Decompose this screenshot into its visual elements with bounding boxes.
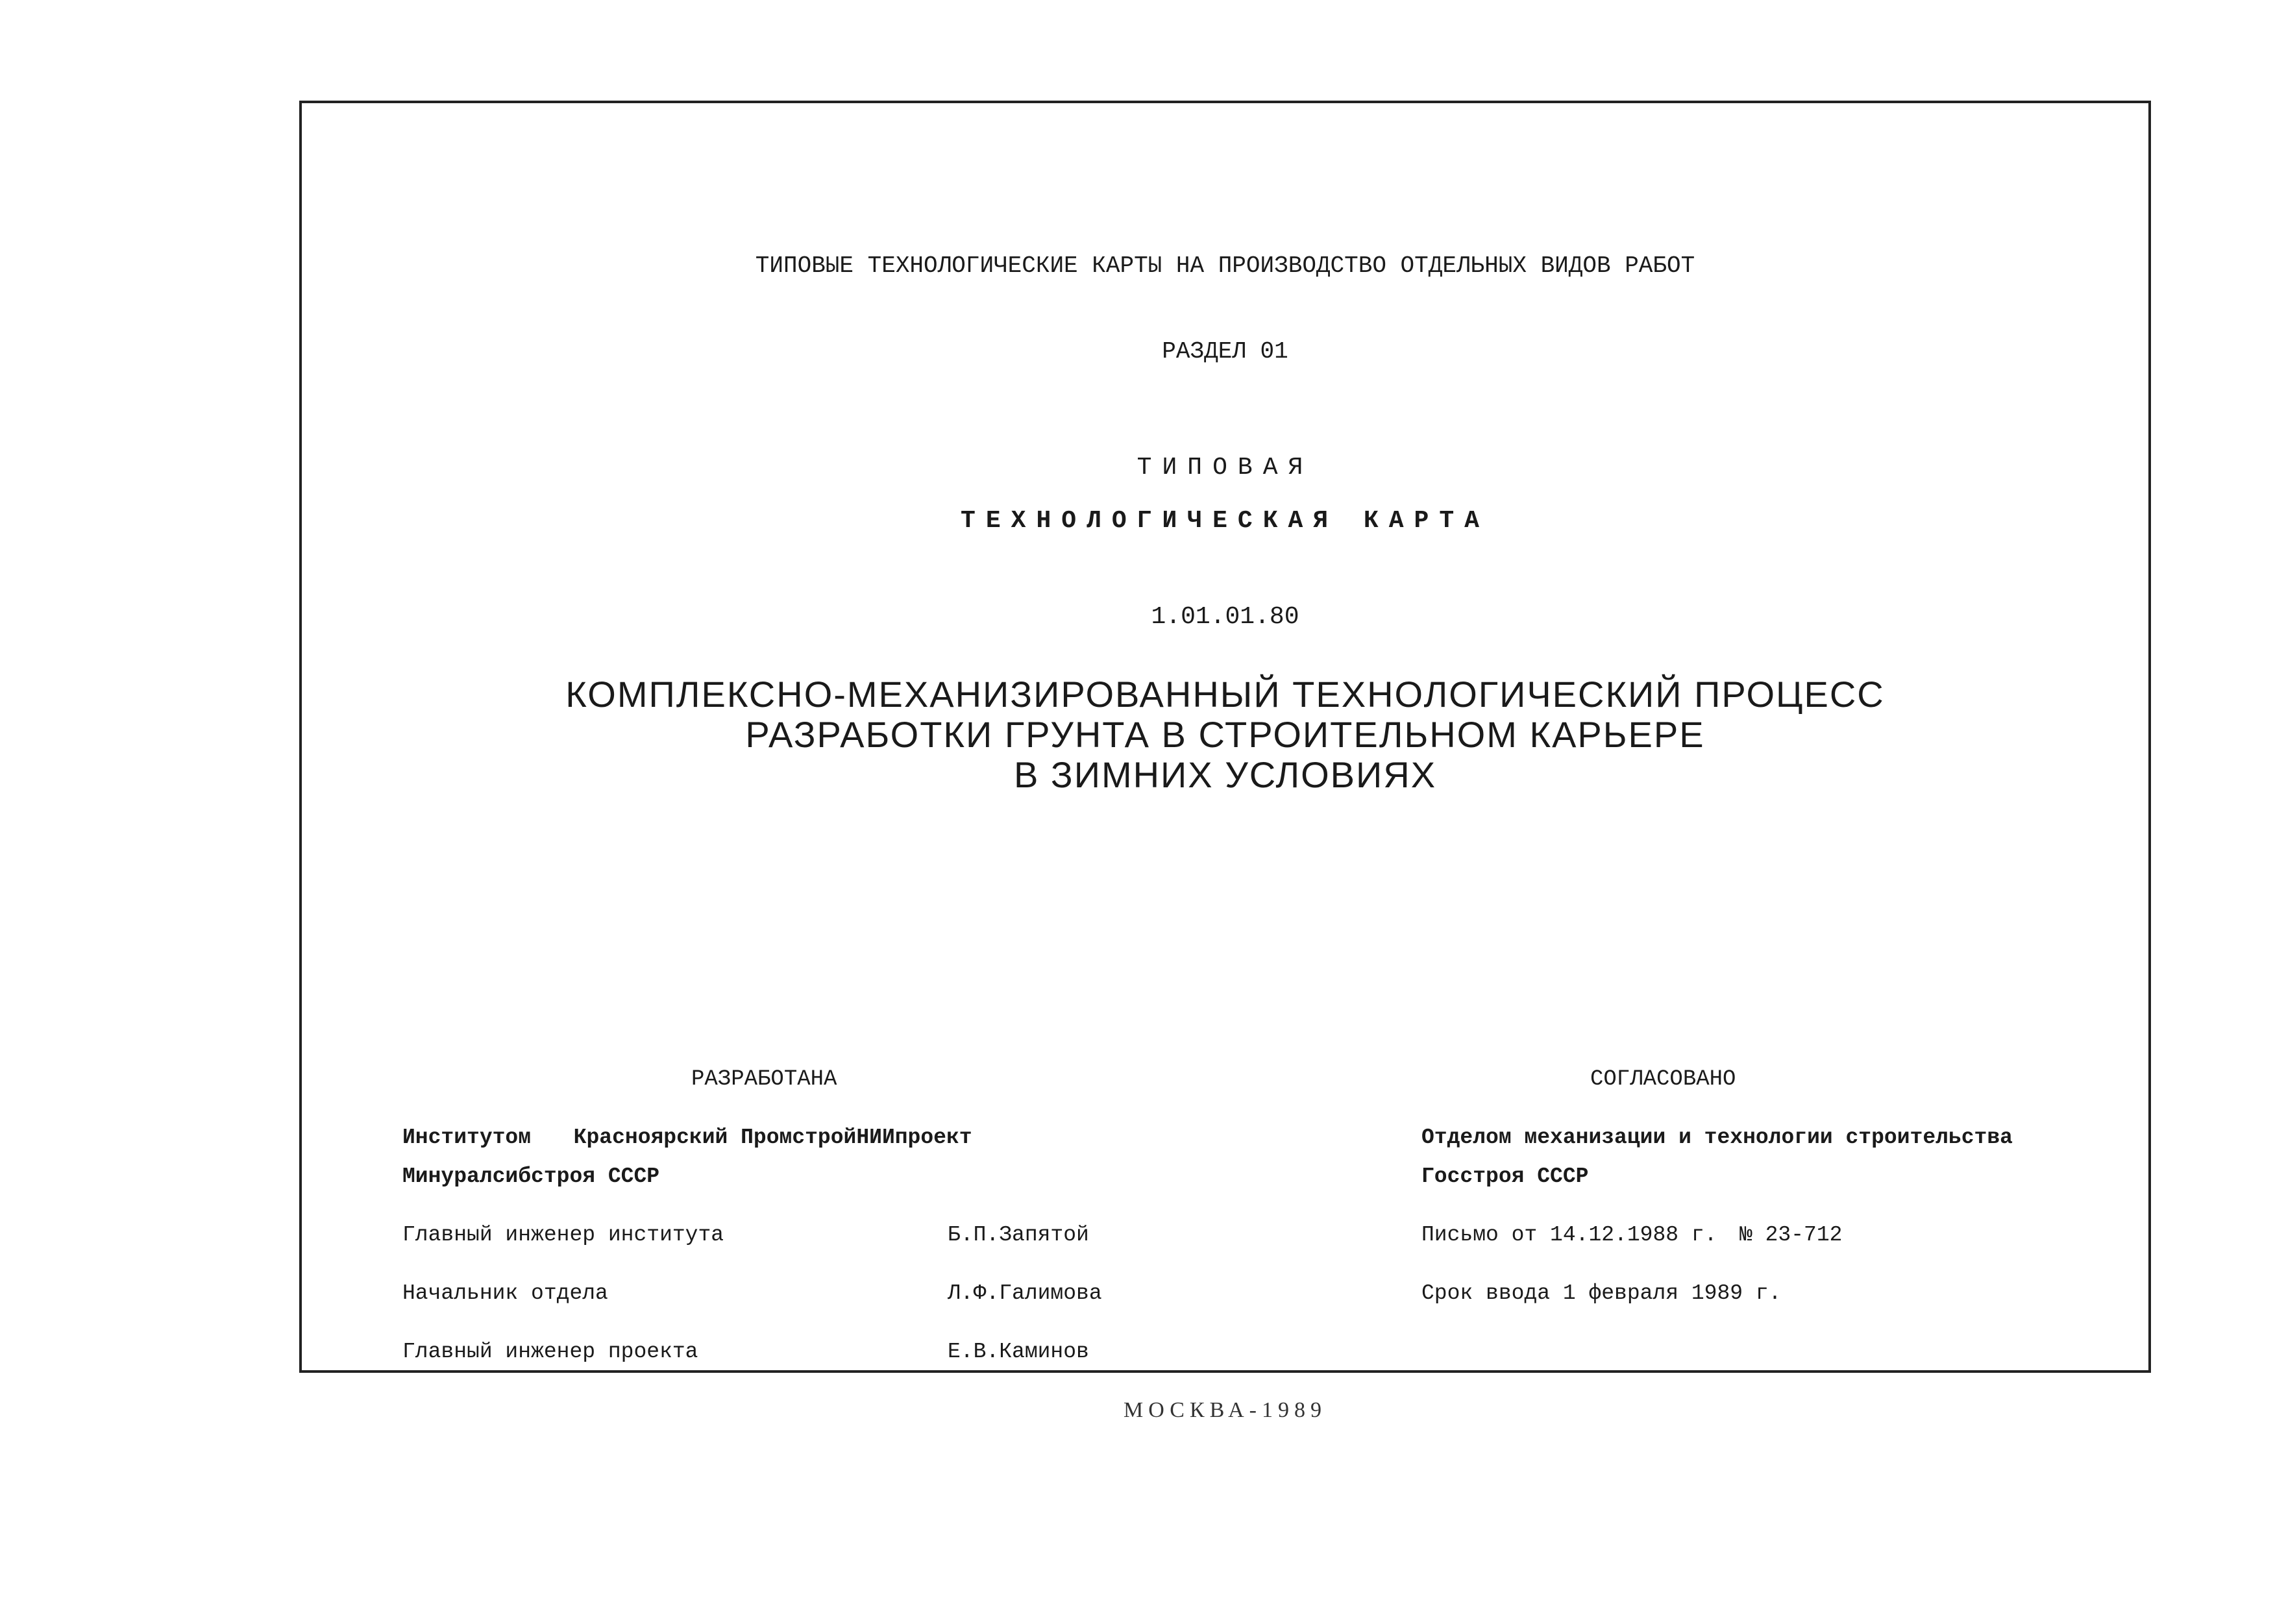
signatory-role: Начальник отдела [402,1281,608,1305]
title-line-1: КОМПЛЕКСНО-МЕХАНИЗИРОВАННЫЙ ТЕХНОЛОГИЧЕСКИЙ ПРОЦЕСС [565,674,1885,715]
section-label: РАЗДЕЛ 01 [1162,338,1288,365]
document-title [302,674,2148,795]
developed-org-line1 [402,1126,972,1150]
approved-org-line2: Госстроя СССР [1421,1164,1589,1188]
signatory-name: Л.Ф.Галимова [948,1281,1102,1305]
title-line-3: В ЗИМНИХ УСЛОВИЯХ [1013,754,1437,795]
signatory-name: Б.П.Запятой [948,1223,1089,1247]
developed-org-name: Красноярский ПромстройНИИпроект [573,1126,972,1150]
approved-heading: СОГЛАСОВАНО [1590,1067,1736,1092]
doc-type-line2: ТЕХНОЛОГИЧЕСКАЯ КАРТА [961,507,1490,535]
signatory-role: Главный инженер института [402,1223,724,1247]
doc-type-line1: ТИПОВАЯ [1137,454,1314,482]
signatory-role: Главный инженер проекта [402,1340,698,1364]
title-page-frame [299,101,2151,1422]
effective-date: Срок ввода 1 февраля 1989 г. [1421,1281,1782,1305]
signatory-name: Е.В.Каминов [948,1340,1089,1364]
doc-code: 1.01.01.80 [1151,603,1299,631]
developed-org-prefix: Институтом [402,1126,532,1150]
city-year: МОСКВА-1989 [1124,1398,1327,1422]
title-line-2: РАЗРАБОТКИ ГРУНТА В СТРОИТЕЛЬНОМ КАРЬЕРЕ [745,714,1705,755]
developed-org-line2: Минуралсибстроя СССР [402,1164,660,1188]
series-title: ТИПОВЫЕ ТЕХНОЛОГИЧЕСКИЕ КАРТЫ НА ПРОИЗВОДСТВО ОТДЕЛЬНЫХ ВИДОВ РАБОТ [755,252,1695,279]
developed-heading: РАЗРАБОТАНА [691,1067,837,1092]
approval-letter-number: № 23-712 [1739,1223,1843,1247]
approval-letter: Письмо от 14.12.1988 г. [1421,1223,1717,1247]
approved-org-line1: Отделом механизации и технологии строительства [1421,1126,2013,1150]
